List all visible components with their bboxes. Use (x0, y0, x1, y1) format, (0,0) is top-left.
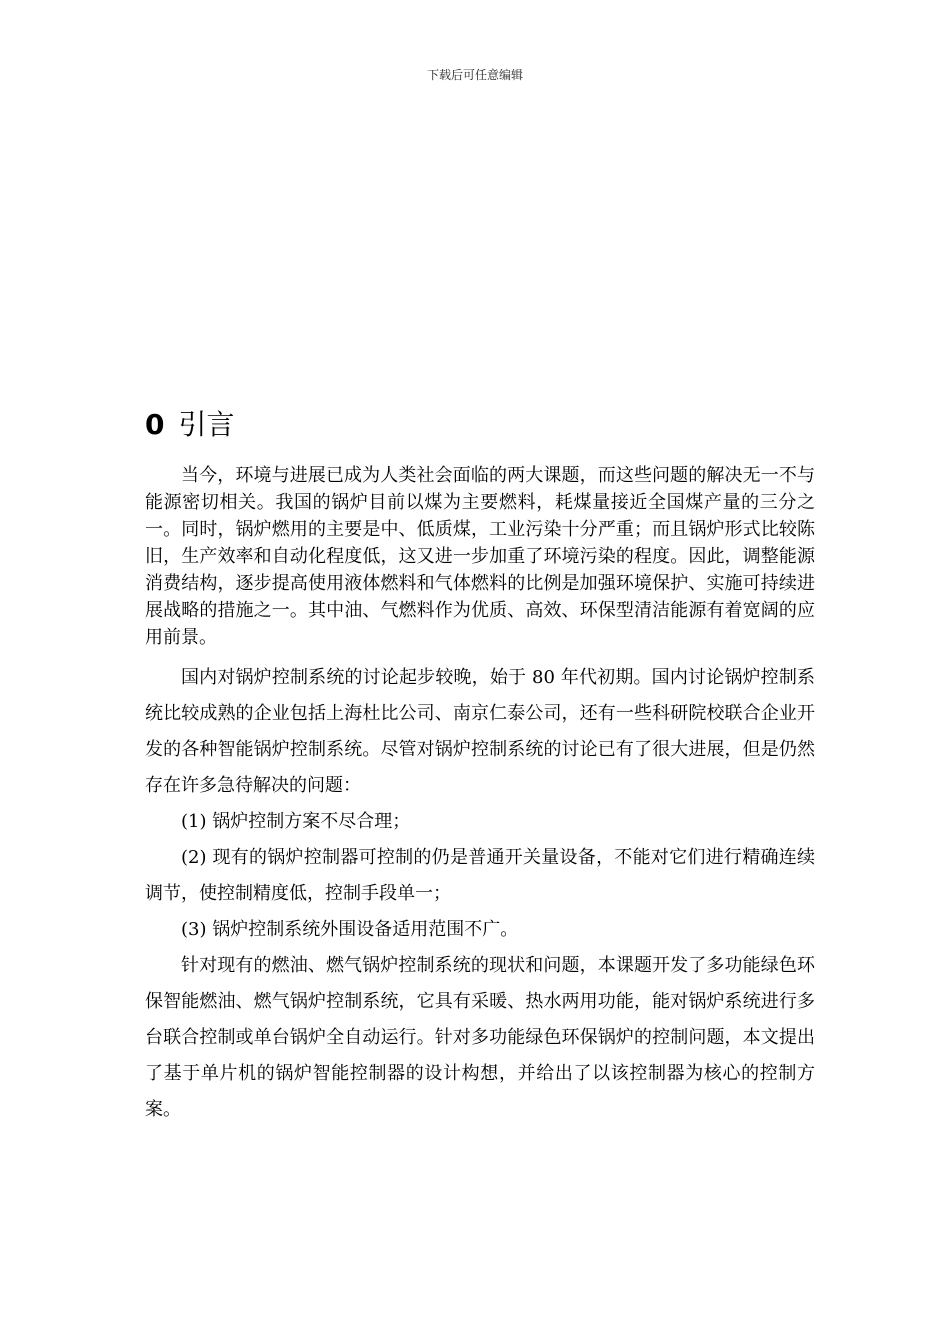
paragraph: 针对现有的燃油、燃气锅炉控制系统的现状和问题，本课题开发了多功能绿色环保智能燃油、燃气锅炉控制系统，它具有采暖、热水两用功能，能对锅炉系统进行多台联合控制或单台锅炉全自动运行。针对多功能绿色环保锅炉的控制问题，本文提出了基于单片机的锅炉智能控制器的设计构想，并给出了以该控制器为核心的控制方案。 (145, 955, 815, 1120)
research-status-block (145, 660, 815, 1128)
section-title-text: 引言 (178, 408, 235, 441)
paragraph: 当今，环境与进展已成为人类社会面临的两大课题，而这些问题的解决无一不与能源密切相关。我国的锅炉目前以煤为主要燃料，耗煤量接近全国煤产量的三分之一。同时，锅炉燃用的主要是中、低质煤，工业污染十分严重；而且锅炉形式比较陈旧，生产效率和自动化程度低，这又进一步加重了环境污染的程度。因此，调整能源消费结构，逐步提高使用液体燃料和气体燃料的比例是加强环境保护、实施可持续进展战略的措施之一。其中油、气燃料作为优质、高效、环保型清洁能源有着宽阔的应用前景。 (145, 465, 815, 648)
list-item: (2) 现有的锅炉控制器可控制的仍是普通开关量设备，不能对它们进行精确连续调节，使控制精度低，控制手段单一； (145, 847, 815, 904)
section-number: 0 (145, 408, 165, 441)
header-note: 下载后可任意编辑 (426, 68, 523, 82)
list-item: (3) 锅炉控制系统外围设备适用范围不广。 (181, 919, 519, 940)
paragraph: 国内对锅炉控制系统的讨论起步较晚，始于 80 年代初期。国内讨论锅炉控制系统比较成熟的企业包括上海杜比公司、南京仁泰公司，还有一些科研院校联合企业开发的各种智能锅炉控制系统。尽管对锅炉控制系统的讨论已有了很大进展，但是仍然存在许多急待解决的问题： (145, 667, 815, 796)
intro-paragraph-block (145, 462, 815, 651)
section-title (145, 405, 235, 445)
list-item: (1) 锅炉控制方案不尽合理； (181, 811, 411, 832)
